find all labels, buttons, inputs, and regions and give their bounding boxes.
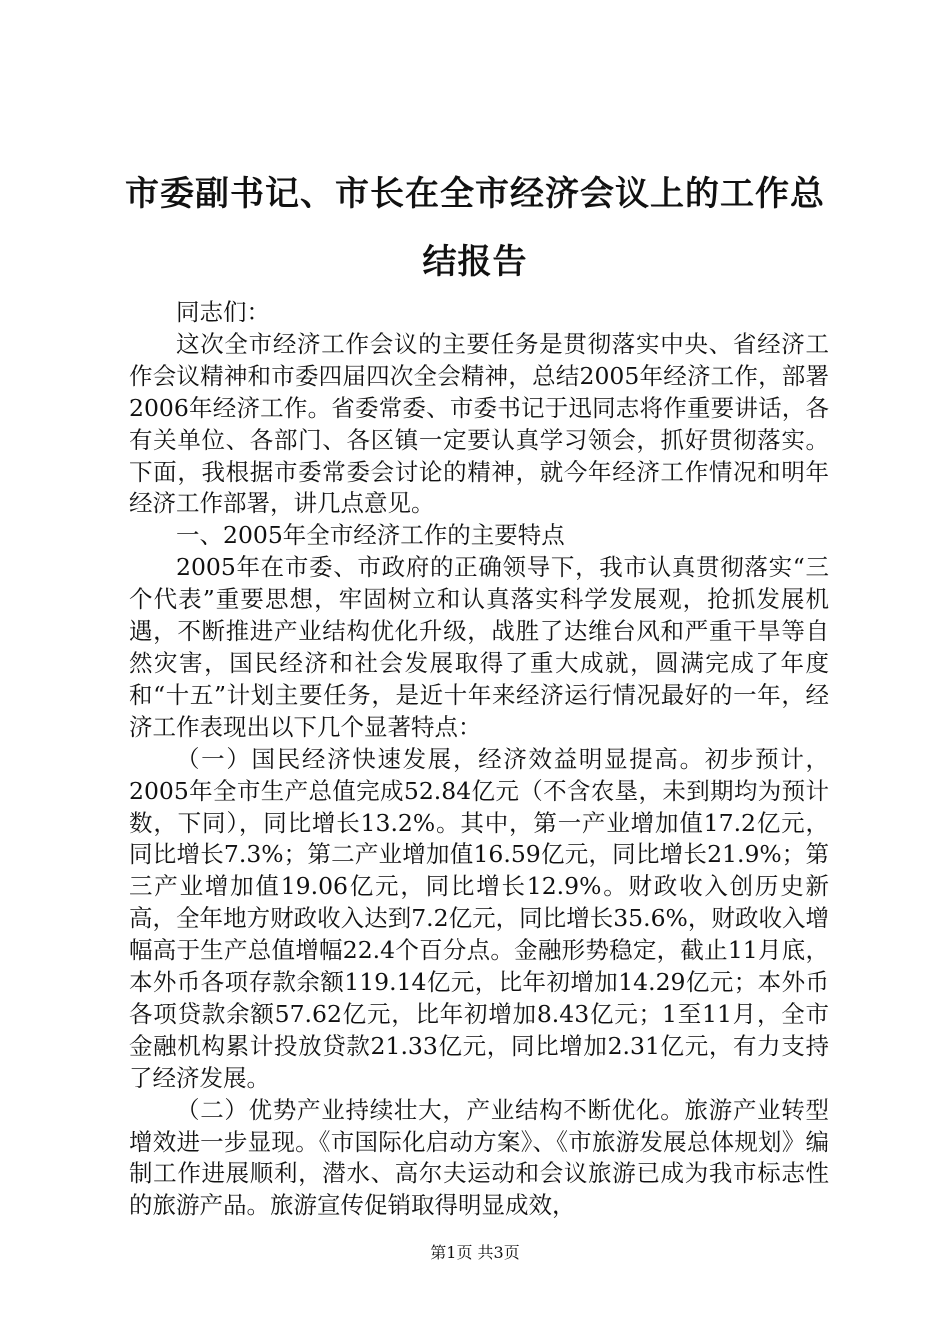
section-heading: 一、2005年全市经济工作的主要特点 [176,521,565,550]
page-footer: 第1页 共3页 [430,1243,520,1262]
document-body [129,297,829,1222]
document-title: 市委副书记、市长在全市经济会议上的工作总结报告 [125,174,825,282]
paragraph: （二）优势产业持续壮大，产业结构不断优化。旅游产业转型增效进一步显现。《市国际化启动方案》、《市旅游发展总体规划》编制工作进展顺利，潜水、高尔夫运动和会议旅游已成为我市标志性的旅游产品。旅游宣传促销取得明显成效， [129,1095,829,1220]
paragraph: 这次全市经济工作会议的主要任务是贯彻落实中央、省经济工作会议精神和市委四届四次全会精神，总结2005年经济工作，部署2006年经济工作。省委常委、市委书记于迅同志将作重要讲话，各有关单位、各部门、各区镇一定要认真学习领会，抓好贯彻落实。下面，我根据市委常委会讨论的精神，就今年经济工作情况和明年经济工作部署，讲几点意见。 [129,329,829,518]
paragraph: 2005年在市委、市政府的正确领导下，我市认真贯彻落实“三个代表”重要思想，牢固树立和认真落实科学发展观，抢抓发展机遇，不断推进产业结构优化升级，战胜了达维台风和严重干旱等自然灾害，国民经济和社会发展取得了重大成就，圆满完成了年度和“十五”计划主要任务，是近十年来经济运行情况最好的一年，经济工作表现出以下几个显著特点： [129,553,829,741]
paragraph: （一）国民经济快速发展，经济效益明显提高。初步预计，2005年全市生产总值完成52.84亿元（不含农垦，未到期均为预计数，下同），同比增长13.2%。其中，第一产业增加值17.2亿元，同比增长7.3%；第二产业增加值16.59亿元，同比增长21.9%；第三产业增加值19.06亿元，同比增长12.9%。财政收入创历史新高，全年地方财政收入达到7.2亿元，同比增长35.6%，财政收入增幅高于生产总值增幅22.4个百分点。金融形势稳定，截止11月底，本外币各项存款余额119.14亿元，比年初增加14.29亿元；本外币各项贷款余额57.62亿元，比年初增加8.43亿元；1至11月，全市金融机构累计投放贷款21.33亿元，同比增加2.31亿元，有力支持了经济发展。 [129,744,829,1092]
salutation: 同志们： [176,298,270,326]
